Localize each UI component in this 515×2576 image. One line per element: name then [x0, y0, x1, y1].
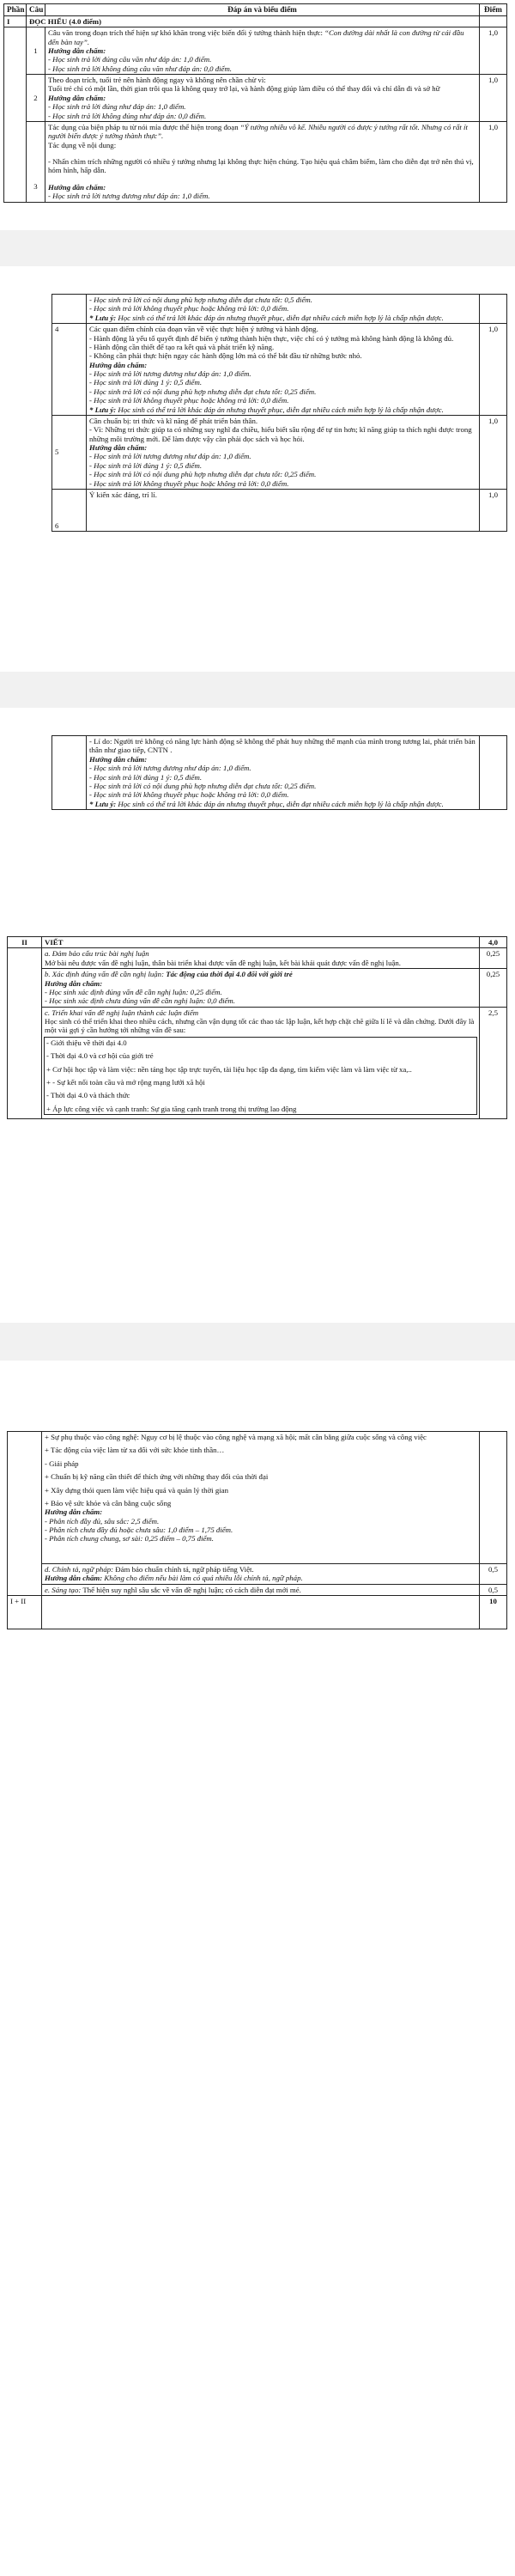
criterion-c: c. Triển khai vấn đề nghị luận thành các luận điểm Học sinh có thể triển khai theo nhiều cách, nhưng cần vận dụng tốt các thao tác lập luận, kết hợp chặt chẽ giữa lí lẽ và dẫn chứng. Dưới đây là một vài gợi ý cần hướng tới những vấn đề sau: - Giới thiệu về thời đại 4.0 - Thời đại 4.0 và cơ hội của giới trẻ + Cơ hội học tập và làm việc: nền tảng học tập trực tuyến, tài liệu học tập đa dạng, tìm kiếm việc làm và làm việc từ xa,.. + - Sự kết nối toàn cầu và mở rộng mạng lưới xã hội - Thời đại 4.0 và thách thức + Áp lực công việc và cạnh tranh: Sự gia tăng cạnh tranh trong thị trường lao động — [42, 1007, 480, 1118]
part-title: ĐỌC HIỂU (4.0 điểm) — [27, 15, 480, 27]
score: 1,0 — [480, 75, 507, 122]
header-question: Câu — [27, 4, 45, 16]
header-content: Đáp án và biểu điểm — [45, 4, 480, 16]
answer-table-page-4 — [7, 1431, 507, 1629]
page-separator — [0, 1323, 515, 1361]
page-separator — [0, 230, 515, 266]
answer-cell: Tác dụng của biện pháp tu từ nói mỉa được thể hiện trong đoạn “Ý tưởng nhiều vô kể. Nhiều người có được ý tưởng rất tốt. Nhưng có rất ít người biến được ý tưởng thành thực”. Tác dụng về nội dung: - Nhấn chìm trích những người có nhiều ý tưởng nhưng lại không thực hiện chúng. Tạo hiệu quả châm biếm, làm cho diễn đạt trở nên thú vị, hóm hỉnh, hấp dẫn. Hướng dẫn chấm: - Học sinh trả lời tương đương như đáp án: 1,0 điểm. — [45, 121, 480, 202]
criterion-a: a. Đảm bảo cấu trúc bài nghị luận Mở bài nêu được vấn đề nghị luận, thân bài triển khai được vấn đề nghị luận, kết bài khái quát được vấn đề nghị luận. — [42, 948, 480, 969]
part-2-row — [8, 937, 507, 948]
header-row — [4, 4, 507, 16]
question-number: 3 — [27, 121, 45, 202]
answer-cell: Theo đoạn trích, tuổi trẻ nên hành động ngay và không nên chần chừ vì: Tuổi trẻ chỉ có một lần, thời gian trôi qua là không quay trở lại, và hành động giúp làm điều có thể thay đổi và chỉ dẫn đi và sở hữ Hướng dẫn chấm: - Học sinh trả lời đúng như đáp án: 1,0 điểm. - Học sinh trả lời không đúng như đáp án: 0,0 điểm. — [45, 75, 480, 122]
answer-table-page-1 — [3, 3, 507, 203]
score: 1,0 — [480, 121, 507, 202]
question-row — [52, 415, 507, 489]
answer-cell: - Học sinh trả lời có nội dung phù hợp nhưng diễn đạt chưa tốt: 0,5 điểm. - Học sinh trả lời không thuyết phục hoặc không trả lời: 0,0 điểm. * Lưu ý: Học sinh có thể trả lời khác đáp án nhưng thuyết phục, diễn đạt nhiều cách miễn hợp lý là chấp nhận được. — [87, 295, 480, 324]
question-row — [4, 75, 507, 122]
guide-title: Hướng dẫn chấm: — [89, 443, 148, 452]
continuation-row — [52, 736, 507, 810]
part-title: VIẾT — [42, 937, 480, 948]
outline-box: - Giới thiệu về thời đại 4.0 - Thời đại 4.0 và cơ hội của giới trẻ + Cơ hội học tập và làm việc: nền tảng học tập trực tuyến, tài liệu học tập đa dạng, tìm kiếm việc làm và làm việc từ xa,.. + - Sự kết nối toàn cầu và mở rộng mạng lưới xã hội - Thời đại 4.0 và thách thức + Áp lực công việc và cạnh tranh: Sự gia tăng cạnh tranh trong thị trường lao động — [44, 1037, 477, 1115]
criterion-row — [8, 948, 507, 969]
question-number: 4 — [52, 324, 87, 416]
quote: “Ý tưởng nhiều vô kể. Nhiều người có được ý tưởng rất tốt. Nhưng có rất ít người biến được ý tưởng thành thực”. — [48, 122, 468, 141]
question-number: 2 — [27, 75, 45, 122]
score: 2,5 — [480, 1007, 507, 1118]
header-part: Phần — [4, 4, 27, 16]
guide-title: Hướng dẫn chấm: — [45, 978, 103, 988]
score: 0,5 — [480, 1563, 507, 1584]
answer-cell: + Sự phụ thuộc vào công nghệ: Nguy cơ bị lệ thuộc vào công nghệ và mạng xã hội; mất cân bằng giữa cuộc sống và công việc + Tác động của việc làm từ xa đối với sức khỏe tinh thần… - Giải pháp + Chuẩn bị kỹ năng cần thiết để thích ứng với những thay đổi của thời đại + Xây dựng thói quen làm việc hiệu quả và quản lý thời gian + Bảo vệ sức khỏe và cân bằng cuộc sống Hướng dẫn chấm: - Phân tích đầy đủ, sâu sắc: 2,5 điểm. - Phân tích chưa đầy đủ hoặc chưa sâu: 1,0 điểm – 1,75 điểm. - Phân tích chung chung, sơ sài: 0,25 điểm – 0,75 điểm. — [42, 1432, 480, 1564]
criterion-b: b. Xác định đúng vấn đề cần nghị luận: Tác động của thời đại 4.0 đối với giới trẻ Hướng dẫn chấm: - Học sinh xác định đúng vấn đề cần nghị luận: 0,25 điểm. - Học sinh xác định chưa đúng vấn đề cần nghị luận: 0,0 điểm. — [42, 969, 480, 1008]
score: 0,25 — [480, 969, 507, 1008]
question-number: 1 — [27, 27, 45, 75]
guide-title: Hướng dẫn chấm: — [48, 93, 106, 102]
part-1-row — [4, 15, 507, 27]
score: 1,0 — [480, 324, 507, 416]
criterion-row — [8, 1563, 507, 1584]
score: 4,0 — [480, 937, 507, 948]
header-score: Điểm — [480, 4, 507, 16]
total-label: I + II — [8, 1595, 42, 1629]
continuation-row — [52, 295, 507, 324]
total-score: 10 — [480, 1595, 507, 1629]
question-number: 6 — [52, 489, 87, 531]
guide-title: Hướng dẫn chấm: — [89, 360, 148, 369]
question-row — [4, 27, 507, 75]
score: 0,5 — [480, 1584, 507, 1595]
answer-cell: Ý kiến xác đáng, trí lí. — [87, 489, 480, 531]
answer-cell: Cần chuẩn bị: tri thức và kĩ năng để phát triển bản thân. - Vì: Những tri thức giúp ta có những suy nghĩ đa chiều, hiểu biết sâu rộng để tự tin hơn; kĩ năng giúp ta thích nghi được trong những môi trường mới. Để làm được vậy cần phải đọc sách và học hỏi. Hướng dẫn chấm: - Học sinh trả lời tương đương như đáp án: 1,0 điểm. - Học sinh trả lời đúng 1 ý: 0,5 điểm. - Học sinh trả lời có nội dung phù hợp nhưng diễn đạt chưa tốt: 0,25 điểm. - Học sinh trả lời không thuyết phục hoặc không trả lời: 0,0 điểm. — [87, 415, 480, 489]
answer-cell: Câu văn trong đoạn trích thể hiện sự khó khăn trong việc biến đổi ý tưởng thành hiện thực: “Con đường dài nhất là con đường từ cái đầu đến bàn tay”. Hướng dẫn chấm: - Học sinh trả lời đúng câu văn như đáp án: 1,0 điểm. - Học sinh trả lời không đúng câu văn như đáp án: 0,0 điểm. — [45, 27, 480, 75]
answer-table-page-3a — [52, 735, 507, 810]
question-number: 5 — [52, 415, 87, 489]
part-number: I — [4, 15, 27, 27]
question-row — [4, 121, 507, 202]
answer-table-page-2 — [52, 294, 507, 532]
quote: “Con đường dài nhất là con đường từ cái đầu đến bàn tay”. — [48, 28, 464, 46]
score: 1,0 — [480, 489, 507, 531]
answer-cell: Các quan điểm chính của đoạn văn về việc thực hiện ý tưởng và hành động. - Hành động là yếu tố quyết định để biến ý tưởng thành hiện thực, việc chỉ có ý tưởng mà không hành động là không đủ. - Hành động cần thiết để tạo ra kết quả và phát triển kỹ năng. - Không cần phải thực hiện ngay các hành động lớn mà có thể bắt đầu từ những bước nhỏ. Hướng dẫn chấm: - Học sinh trả lời tương đương như đáp án: 1,0 điểm. - Học sinh trả lời đúng 1 ý: 0,5 điểm. - Học sinh trả lời có nội dung phù hợp nhưng diễn đạt chưa tốt: 0,25 điểm. - Học sinh trả lời không thuyết phục hoặc không trả lời: 0,0 điểm. * Lưu ý: Học sinh có thể trả lời khác đáp án nhưng thuyết phục, diễn đạt nhiều cách miễn hợp lý là chấp nhận được. — [87, 324, 480, 416]
page-separator — [0, 672, 515, 708]
criterion-row — [8, 1584, 507, 1595]
question-row — [52, 489, 507, 531]
part-number: II — [8, 937, 42, 948]
guide-title: Hướng dẫn chấm: — [89, 754, 148, 764]
answer-cell: - Lí do: Người trẻ không có năng lực hành động sẽ không thể phát huy những thế mạnh của mình trong tương lai, phát triển bản thân như giao tiếp, CNTN . Hướng dẫn chấm: - Học sinh trả lời tương đương như đáp án: 1,0 điểm. - Học sinh trả lời đúng 1 ý: 0,5 điểm. - Học sinh trả lời có nội dung phù hợp nhưng diễn đạt chưa tốt: 0,25 điểm. - Học sinh trả lời không thuyết phục hoặc không trả lời: 0,0 điểm. * Lưu ý: Học sinh có thể trả lời khác đáp án nhưng thuyết phục, diễn đạt nhiều cách miễn hợp lý là chấp nhận được. — [87, 736, 480, 810]
criterion-row — [8, 969, 507, 1008]
total-row — [8, 1595, 507, 1629]
score: 1,0 — [480, 27, 507, 75]
answer-table-page-3b — [7, 936, 507, 1119]
criterion-d: d. Chính tả, ngữ pháp: Đảm bảo chuẩn chính tả, ngữ pháp tiếng Việt. Hướng dẫn chấm: Không cho điểm nếu bài làm có quá nhiều lỗi chính tả, ngữ pháp. — [42, 1563, 480, 1584]
guide-title: Hướng dẫn chấm: — [48, 46, 106, 55]
criterion-row — [8, 1007, 507, 1118]
score: 0,25 — [480, 948, 507, 969]
question-row — [52, 324, 507, 416]
guide-title: Hướng dẫn chấm: — [45, 1507, 103, 1517]
criterion-e: e. Sáng tạo: Thể hiện suy nghĩ sâu sắc về vấn đề nghị luận; có cách diễn đạt mới mẻ. — [42, 1584, 480, 1595]
score: 1,0 — [480, 415, 507, 489]
guide-title: Hướng dẫn chấm: — [48, 182, 106, 192]
continuation-row — [8, 1432, 507, 1564]
